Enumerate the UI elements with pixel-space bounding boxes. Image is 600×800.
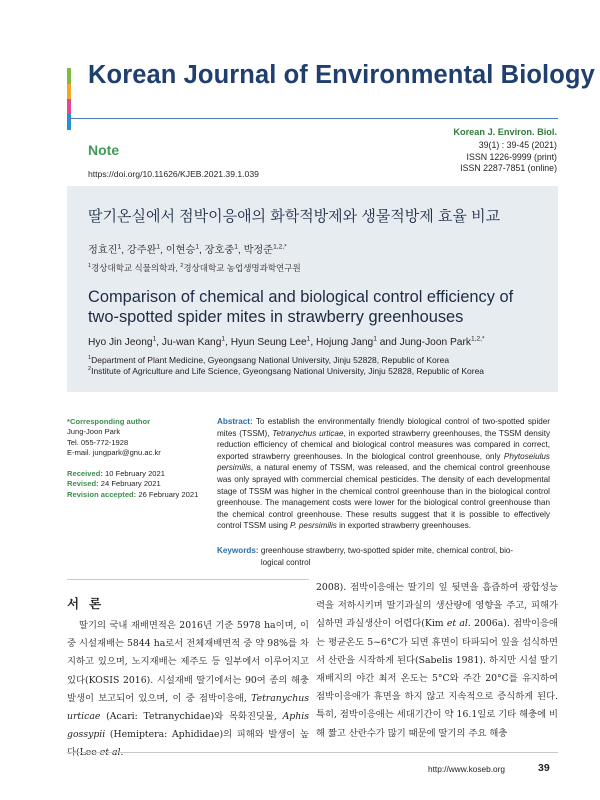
corresponding-label: *Corresponding author: [67, 417, 151, 426]
author-name: Hojung Jang: [316, 337, 374, 348]
citation-block: [453, 127, 557, 174]
journal-title: Korean Journal of Environmental Biology: [88, 61, 595, 89]
english-title: Comparison of chemical and biological control efficiency of two-spotted spider mites in strawberry greenhouses: [88, 288, 514, 326]
received-label: Received:: [67, 469, 103, 479]
body-italic: et al.: [446, 618, 471, 630]
revised-date: 24 February 2021: [100, 479, 161, 489]
author-sup: 1: [306, 335, 311, 343]
keywords: [217, 545, 550, 568]
affil-sup: 1: [88, 355, 92, 362]
author-sup: 1: [195, 243, 199, 251]
abstract-text: , in exported strawberry greenhouses, the TSSM density reduction efficiency of chemical and biological control measures was compared in correct, exported strawberry greenhouses. In the biological control greenhouse, only: [217, 428, 551, 461]
accepted-label: Revision accepted:: [67, 489, 137, 499]
body-text: (Hemiptera: Aphididae)의 피해와 발생이 높: [109, 729, 309, 741]
korean-affiliation: [88, 262, 301, 274]
body-italic: Tetranychus urticae: [67, 692, 309, 723]
author-sup: 1: [373, 335, 377, 343]
abstract-italic: P. pesrsimilis: [290, 521, 337, 531]
keywords-label: Keywords:: [217, 546, 259, 555]
article-info-sidebar: [67, 417, 217, 500]
page-number: 39: [538, 762, 550, 774]
received-date: 10 February 2021: [105, 469, 165, 479]
author-separator: ,: [310, 337, 317, 348]
article-type-label: Note: [88, 142, 120, 158]
keywords-text: greenhouse strawberry, two-spotted spider mite, chemical control, bio-logical control: [260, 546, 514, 567]
section-rule: [67, 579, 309, 580]
affil-text: 경상대학교 농업생명과학연구원: [183, 263, 301, 273]
author-separator: and: [376, 337, 400, 348]
corresponding-email[interactable]: E-mail. jungpark@gnu.ac.kr: [67, 447, 161, 457]
korean-title: 딸기온실에서 점박이응애의 화학적방제와 생물적방제 효율 비교: [88, 208, 501, 225]
corresponding-name: Jung-Joon Park: [67, 427, 121, 437]
author-separator: ,: [225, 337, 231, 348]
accent-bar-green: [67, 68, 71, 84]
abstract-text: To establish the environmentally friendly biological control of two-spotted spider mites (TSSM),: [217, 417, 550, 438]
author-separator: ,: [156, 337, 162, 348]
body-text: 2008). 점박이응애는 딸기의 잎 뒷면을 흡즙하여 광합성능력을 저하시키며 딸기과실의 생산량에 영향을 주고, 피해가 심하면 과실생산이 어렵다(Kim: [316, 582, 558, 630]
author-name: 박정준: [243, 245, 274, 256]
affil-text: 경상대학교 식물의학과,: [91, 263, 181, 273]
affil-text: Institute of Agriculture and Life Science, Gyeongsang National University, Jinju 52828, Republic of Korea: [91, 366, 485, 377]
accent-bar-blue: [67, 114, 71, 130]
author-name: Jung-Joon Park: [399, 337, 471, 348]
author-sup: 1: [156, 243, 161, 251]
author-name: 이현승: [165, 245, 196, 256]
author-sup: 1: [234, 243, 238, 251]
journal-abbreviation: Korean J. Environ. Biol.: [453, 127, 557, 137]
body-text: 딸기의 국내 재배면적은 2016년 기준 5978 ha이며, 이 중 시설재배는 5844 ha로서 전체재배면적 중 약 98%를 차지하고 있으며, 노지재배는 제주도 등 일부에서 이루어지고 있다(KOSIS 2016). 시설재배 딸기에서는 90여 종의 해충 발생이 보고되어 있으며, 이 중 점박이응애,: [67, 620, 309, 704]
author-name: Ju-wan Kang: [161, 337, 222, 348]
affil-sup: 2: [180, 263, 184, 270]
abstract-text: , a natural enemy of TSSM, was released, and the chemical control greenhouse was only sprayed with commercial chemical pesticides. The density of each developmental stage of TSSM was higher in the chemical control greenhouse than in the biological control greenhouse. The management costs were lower for the biological control greenhouse than the chemical control greenhouse. These results suggest that it is possible to effectively control TSSM using: [217, 463, 550, 531]
body-italic: Aphis gossypii: [67, 711, 309, 741]
affiliation-line: [88, 366, 484, 377]
body-column-left: [67, 617, 309, 763]
footer-rule: [67, 752, 558, 753]
affil-sup: 1: [88, 263, 92, 270]
author-name: 장호중: [204, 245, 235, 256]
author-sup: 1,2,*: [470, 335, 485, 343]
issn-online: ISSN 2287-7851 (online): [460, 162, 557, 173]
abstract-italic: Phytoseiulus persimilis: [217, 451, 550, 473]
header-rule: [67, 118, 558, 119]
body-text: 2006a). 점박이응애는 평균온도 5~6°C가 되면 휴면이 타파되어 잎을 섭식하면서 산란을 시작하게 된다(Sabelis 1981). 하지만 시설 딸기 재배지의 야간 최저 온도는 5°C와 주간 20°C를 유지하여 점박이응애가 휴면을 하지 않고 지속적으로 증식하게 된다. 특히, 점박이응애는 세대기간이 약 16.1일로 기타 해충에 비해 짧고 산란수가 많기 때문에 딸기의 주요 해충: [316, 618, 558, 739]
corresponding-tel: Tel. 055-772-1928: [67, 437, 129, 447]
abstract: [217, 416, 550, 532]
author-sup: 1: [152, 335, 157, 343]
author-sup: 1: [221, 335, 226, 343]
revised-label: Revised:: [67, 479, 99, 489]
body-column-right: [316, 579, 558, 743]
abstract-label: Abstract:: [217, 417, 253, 426]
accepted-date: 26 February 2021: [138, 489, 199, 499]
affil-text: Department of Plant Medicine, Gyeongsang National University, Jinju 52828, Republic of Korea: [91, 355, 450, 365]
english-authors: [88, 337, 485, 348]
footer-url[interactable]: http://www.koseb.org: [428, 764, 506, 774]
english-affiliations: [88, 355, 484, 378]
author-sup: 1,2,*: [273, 243, 287, 251]
volume-pages: 39(1) : 39-45 (2021): [478, 140, 557, 151]
author-name: 강주완: [126, 245, 157, 256]
affiliation-line: [88, 355, 484, 366]
doi-link[interactable]: https://doi.org/10.11626/KJEB.2021.39.1.039: [88, 169, 259, 179]
author-name: 정효진: [88, 245, 118, 256]
accent-bar-orange: [67, 84, 71, 99]
section-heading: 서론: [67, 596, 112, 611]
abstract-italic: Tetranychus urticae: [272, 428, 344, 438]
author-name: Hyo Jin Jeong: [88, 337, 153, 348]
body-text: (Acari: Tetranychidae)와 목화진딧물,: [100, 711, 283, 723]
accent-bar-pink: [67, 99, 71, 114]
abstract-text: in exported strawberry greenhouses.: [336, 521, 471, 531]
author-name: Hyun Seung Lee: [230, 337, 307, 348]
affil-sup: 2: [88, 366, 92, 373]
issn-print: ISSN 1226-9999 (print): [466, 151, 557, 162]
author-sup: 1: [117, 243, 122, 251]
korean-authors: 정효진$^1$, 강주완$^1$, 이현승$^1$, 장호중$^1$, 박정준$^{1,2,*}$: [88, 243, 287, 256]
